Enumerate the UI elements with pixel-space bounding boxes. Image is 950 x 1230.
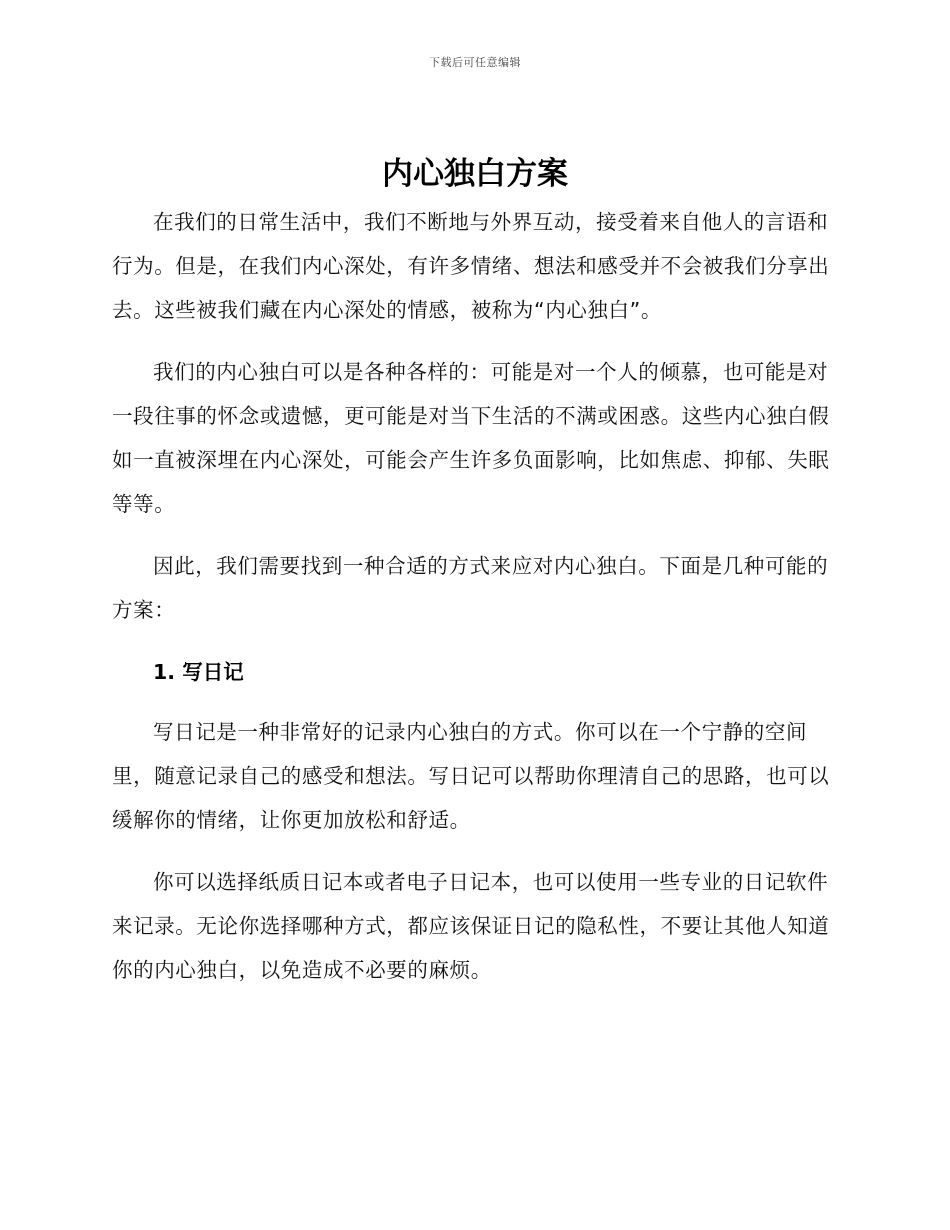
document-body (112, 200, 834, 1010)
document-title: 内心独白方案 (382, 156, 568, 192)
intro-paragraph-1: 在我们的日常生活中，我们不断地与外界互动，接受着来自他人的言语和行为。但是，在我们内心深处，有许多情绪、想法和感受并不会被我们分享出去。这些被我们藏在内心深处的情感，被称为“内心独白”。 (112, 210, 830, 322)
section-paragraph-2: 你可以选择纸质日记本或者电子日记本，也可以使用一些专业的日记软件来记录。无论你选择哪种方式，都应该保证日记的隐私性，不要让其他人知道你的内心独白，以免造成不必要的麻烦。 (112, 870, 830, 982)
intro-paragraph-2: 我们的内心独白可以是各种各样的：可能是对一个人的倾慕，也可能是对一段往事的怀念或遗憾，更可能是对当下生活的不满或困惑。这些内心独白假如一直被深埋在内心深处，可能会产生许多负面影响，比如焦虑、抑郁、失眠等等。 (112, 360, 830, 516)
section-heading-diary: 1. 写日记 (153, 660, 244, 684)
section-paragraph-1: 写日记是一种非常好的记录内心独白的方式。你可以在一个宁静的空间里，随意记录自己的感受和想法。写日记可以帮助你理清自己的思路，也可以缓解你的情绪，让你更加放松和舒适。 (112, 720, 830, 832)
page-header-note: 下载后可任意编辑 (429, 56, 521, 69)
intro-paragraph-3: 因此，我们需要找到一种合适的方式来应对内心独白。下面是几种可能的方案： (112, 554, 829, 622)
